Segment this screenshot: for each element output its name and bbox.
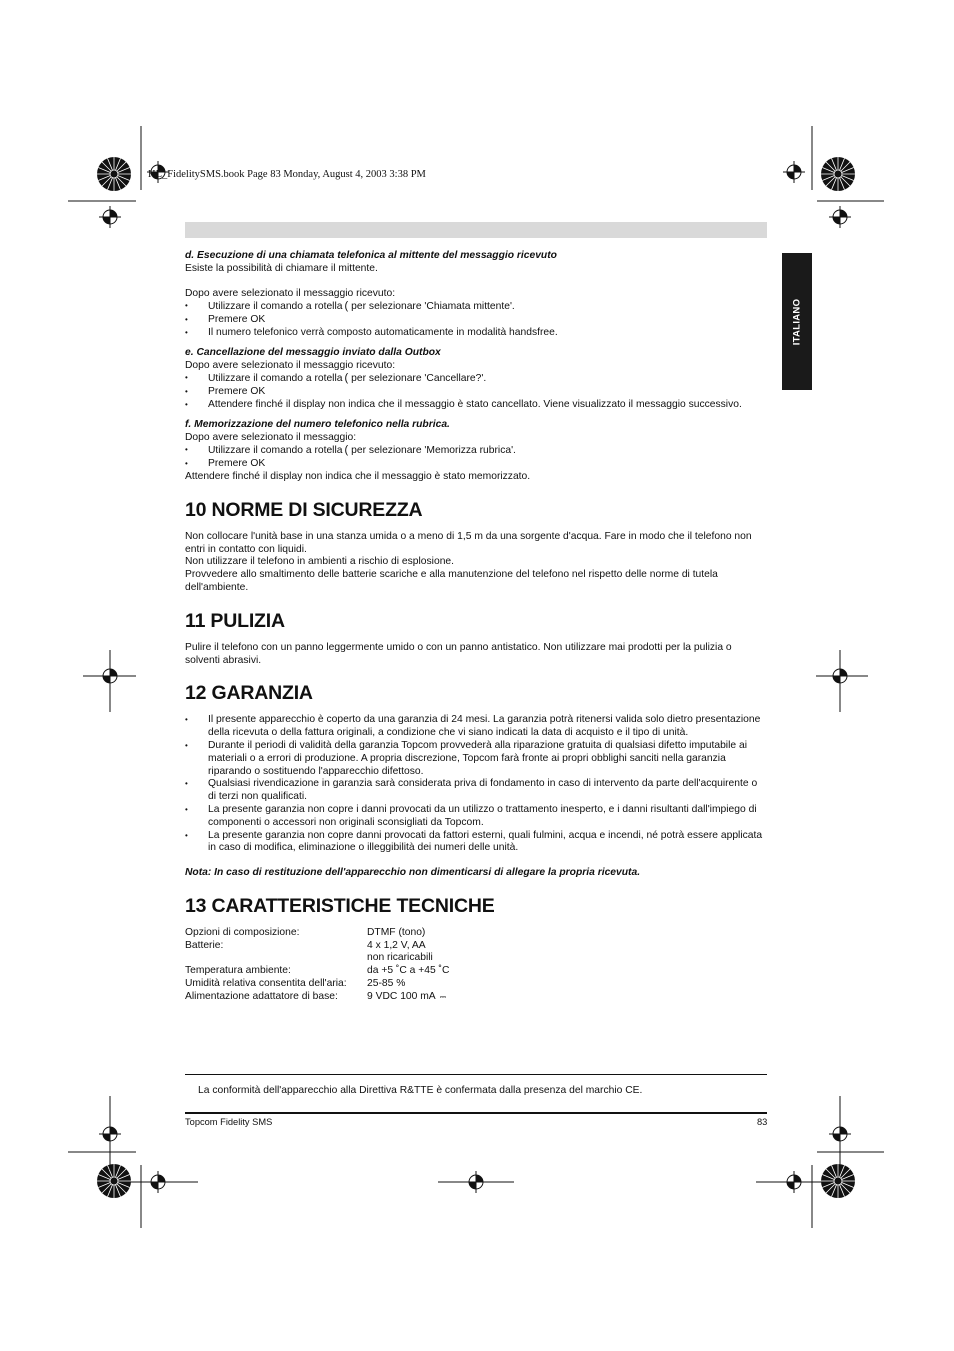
spec-value: da +5 ˚C a +45 ˚C [367, 965, 450, 977]
section-12-heading: 12 GARANZIA [185, 682, 313, 705]
section-d-title: d. Esecuzione di una chiamata telefonica al mittente del messaggio ricevuto [185, 250, 557, 261]
section-f-title: f. Memorizzazione del numero telefonico nella rubrica. [185, 418, 450, 430]
list-item: • Durante il periodi di validità della garanzia Topcom provvederà alla riparazione gratuita di qualsiasi difetto imputabile ai materiali o a errori di produzione. A propria discrezione, Topcom farà fronte ai propri obblighi sanciti nella garanzia riparando o sostituendo l'apparecchio difettoso. [185, 740, 767, 778]
section-d-intro: Esiste la possibilità di chiamare il mittente. [185, 262, 378, 274]
list-item: • Il numero telefonico verrà composto automaticamente in modalità handsfree. [185, 327, 767, 340]
section-13-heading: 13 CARATTERISTICHE TECNICHE [185, 894, 495, 917]
list-item: • Utilizzare il comando a rotella ( per selezionare 'Cancellare?'. [185, 372, 767, 386]
list-item: • Il presente apparecchio è coperto da una garanzia di 24 mesi. La garanzia potrà ritenersi valida solo dietro presentazione della ricevuta o della fattura originali, a condizione che vi siano indicati la data di acquisto e il tipo di unità. [185, 714, 767, 740]
spec-label: Umidità relativa consentita dell'aria: [185, 978, 347, 990]
spec-value: 25-85 % [367, 978, 406, 990]
section-e-list [185, 372, 767, 411]
section-d-lead: Dopo avere selezionato il messaggio ricevuto: [185, 287, 396, 299]
ce-conformity-note: La conformità dell'apparecchio alla Direttiva R&TTE è confermata dalla presenza del marchio CE. [198, 1085, 643, 1096]
wheel-icon: ( [344, 372, 349, 385]
section-e-title: e. Cancellazione del messaggio inviato dalla Outbox [185, 346, 441, 358]
spec-label: Temperatura ambiente: [185, 965, 291, 977]
language-tab-label: ITALIANO [791, 298, 803, 345]
section-11-p1: Pulire il telefono con un panno leggermente umido o con un panno antistatico. Non utilizzare mai prodotti per la pulizia o solventi abrasivi. [185, 641, 732, 666]
page-content [185, 250, 767, 1004]
list-item: • Qualsiasi rivendicazione in garanzia sarà considerata priva di fondamento in caso di intervento da parte dell'acquirente o di terzi non qualificati. [185, 778, 767, 804]
spec-label [185, 952, 367, 965]
dc-current-icon: ⎓ [439, 991, 446, 1001]
specs-table [185, 927, 767, 1004]
section-10-p1: Non collocare l'unità base in una stanza umida o a meno di 1,5 m da una sorgente d'acqua. Fare in modo che il telefono non entri in contatto con liquidi. [185, 530, 752, 555]
spec-value: 4 x 1,2 V, AA [367, 939, 426, 951]
list-item: • Attendere finché il display non indica che il messaggio è stato cancellato. Viene visualizzato il messaggio successivo. [185, 399, 767, 412]
section-f-lead: Dopo avere selezionato il messaggio: [185, 431, 357, 443]
list-item: • Utilizzare il comando a rotella ( per selezionare 'Memorizza rubrica'. [185, 444, 767, 458]
section-11-heading: 11 PULIZIA [185, 609, 285, 632]
warranty-list [185, 714, 767, 855]
list-item: • Utilizzare il comando a rotella ( per selezionare 'Chiamata mittente'. [185, 300, 767, 314]
spec-label: Alimentazione adattatore di base: [185, 990, 338, 1002]
language-tab [782, 253, 812, 390]
wheel-icon: ( [344, 444, 349, 457]
list-item: • La presente garanzia non copre danni provocati da fattori esterni, quali fulmini, acqua e incendi, né potrà essere applicata in caso di modifica, eliminazione o illeggibilità dei numeri delle unità. [185, 830, 767, 856]
page-number: 83 [757, 1117, 768, 1127]
spec-value: 9 VDC 100 mA ⎓ [367, 990, 446, 1002]
footer-product: Topcom Fidelity SMS [185, 1117, 273, 1127]
warranty-note: Nota: In caso di restituzione dell'apparecchio non dimenticarsi di allegare la propria ricevuta. [185, 867, 641, 879]
spec-label: Opzioni di composizione: [185, 926, 300, 938]
spec-label: Batterie: [185, 939, 224, 951]
list-item: • Premere OK [185, 314, 767, 327]
section-f-list [185, 444, 767, 471]
divider [185, 1074, 767, 1075]
section-f-closing: Attendere finché il display non indica che il messaggio è stato memorizzato. [185, 470, 531, 482]
header-bar [185, 222, 767, 238]
list-item: • Premere OK [185, 458, 767, 471]
section-10-p3: Provvedere allo smaltimento delle batterie scariche e alla manutenzione del telefono nel rispetto delle norme di tutela dell'ambiente. [185, 569, 718, 593]
spec-value: DTMF (tono) [367, 926, 426, 938]
section-10-heading: 10 NORME DI SICUREZZA [185, 498, 423, 521]
spec-value: non ricaricabili [367, 952, 433, 964]
section-e-lead: Dopo avere selezionato il messaggio ricevuto: [185, 359, 396, 371]
section-10-p2: Non utilizzare il telefono in ambienti a rischio di esplosione. [185, 556, 455, 568]
footer-divider [185, 1112, 767, 1114]
print-header: HL_FidelitySMS.book Page 83 Monday, August 4, 2003 3:38 PM [148, 169, 426, 180]
list-item: • Premere OK [185, 386, 767, 399]
list-item: • La presente garanzia non copre i danni provocati da un utilizzo o trattamento inesperto, e i danni risultanti dall'impiego di componenti o accessori non originali sconsigliati da Topcom. [185, 804, 767, 830]
wheel-icon: ( [344, 300, 349, 313]
section-d-list [185, 300, 767, 339]
